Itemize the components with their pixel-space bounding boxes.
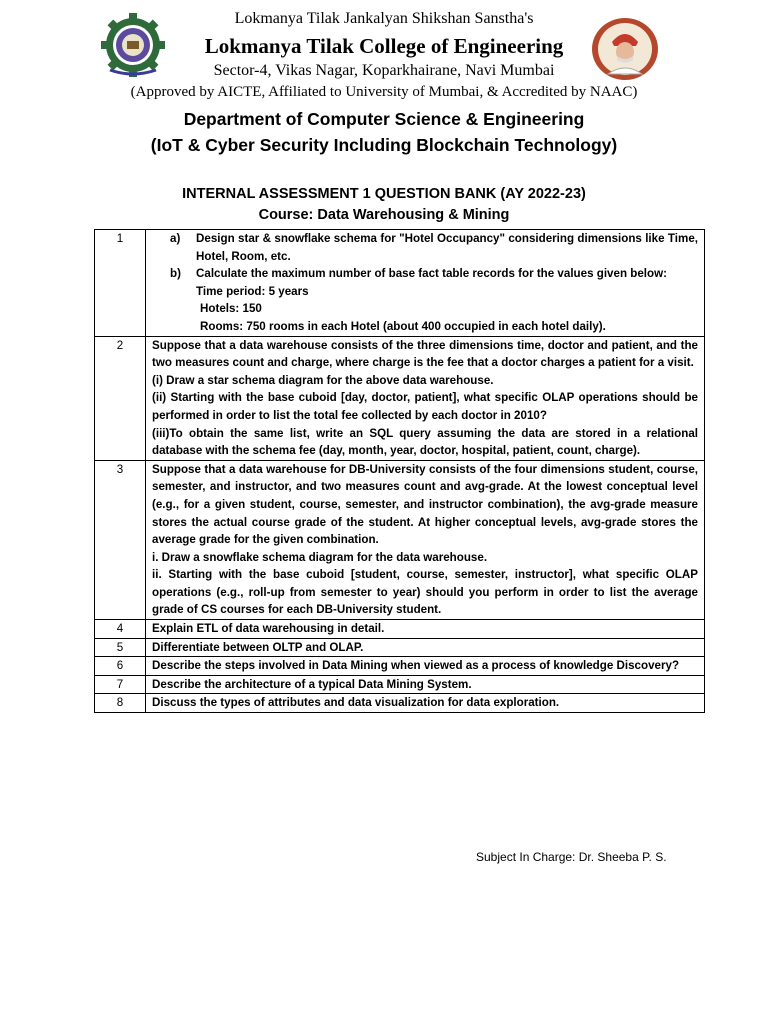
question-part: (i) Draw a star schema diagram for the above data warehouse.: [152, 373, 494, 387]
question-row: [95, 336, 705, 460]
question-row: [95, 675, 705, 694]
question-number: 2: [95, 336, 146, 460]
question-row: [95, 460, 705, 619]
question-intro: Suppose that a data warehouse consists of the three dimensions time, doctor and patient, and the two measures count and charge, where charge is the fee that a doctor charges a patient for a visit.: [152, 338, 698, 370]
question-row: [95, 657, 705, 676]
question-part: (ii) Starting with the base cuboid [day, doctor, patient], what specific OLAP operations should be performed in order to list the total fee collected by each doctor in 2010?: [152, 391, 698, 422]
given-value: Rooms: 750 rooms in each Hotel (about 400 occupied in each hotel daily).: [200, 319, 606, 333]
part-text: Calculate the maximum number of base fact table records for the values given below:: [196, 267, 667, 281]
course-title: Course: Data Warehousing & Mining: [258, 207, 510, 223]
question-number: 5: [95, 638, 146, 657]
letterhead: [0, 0, 768, 108]
question-text: Discuss the types of attributes and data visualization for data exploration.: [146, 694, 705, 713]
question-text: [146, 460, 705, 619]
question-bank-table: [94, 229, 705, 713]
question-part: ii. Starting with the base cuboid [student, course, semester, instructor], what specific OLAP operations (e.g., roll-up from semester to year) should you perform in order to list the average grade of CS courses for each DB-University student.: [152, 568, 698, 617]
assessment-title: INTERNAL ASSESSMENT 1 QUESTION BANK (AY 2022-23): [182, 186, 586, 202]
question-row: [95, 620, 705, 639]
question-text: [146, 230, 705, 337]
question-text: Differentiate between OLTP and OLAP.: [146, 638, 705, 657]
college-address: Sector-4, Vikas Nagar, Koparkhairane, Navi Mumbai: [213, 62, 555, 79]
part-text: Design star & snowflake schema for "Hotel Occupancy" considering dimensions like Time, Hotel, Room, etc.: [196, 232, 698, 263]
question-row: [95, 694, 705, 713]
subject-in-charge: Subject In Charge: Dr. Sheeba P. S.: [476, 850, 667, 864]
question-number: 7: [95, 675, 146, 694]
question-number: 4: [95, 620, 146, 639]
college-name: Lokmanya Tilak College of Engineering: [204, 34, 564, 58]
given-value: Hotels: 150: [200, 302, 262, 316]
given-value: Time period: 5 years: [196, 284, 309, 298]
part-label: a): [170, 232, 181, 245]
question-part: i. Draw a snowflake schema diagram for the data warehouse.: [152, 550, 488, 564]
question-number: 8: [95, 694, 146, 713]
question-number: 3: [95, 460, 146, 619]
question-part: [152, 265, 698, 283]
question-row: [95, 638, 705, 657]
question-text: Explain ETL of data warehousing in detail.: [146, 620, 705, 639]
question-intro: Suppose that a data warehouse for DB-University consists of the four dimensions student, course, semester, and instructor, and two measures count and avg-grade. At the lowest conceptual level (e.g., for a given student, course, semester, and instructor combination), the avg-grade measure stores the actual course grade of the student. At higher conceptual levels, avg-grade stores the average grade for the given combination.: [152, 462, 698, 547]
question-number: 1: [95, 230, 146, 337]
department-specialization: (IoT & Cyber Security Including Blockchain Technology): [150, 135, 618, 155]
department-name: Department of Computer Science & Engineering: [183, 109, 585, 129]
question-row: [95, 230, 705, 337]
approval-line: (Approved by AICTE, Affiliated to University of Mumbai, & Accredited by NAAC): [130, 84, 638, 100]
part-label: b): [170, 267, 181, 281]
question-text: Describe the architecture of a typical Data Mining System.: [146, 675, 705, 694]
society-name: Lokmanya Tilak Jankalyan Shikshan Sanstha's: [234, 10, 534, 27]
question-part: (iii)To obtain the same list, write an SQL query assuming the data are stored in a relational database with the schema fee (day, month, year, doctor, hospital, patient, count, charge).: [152, 426, 698, 458]
question-text: [146, 336, 705, 460]
question-part: [152, 230, 698, 265]
question-text: Describe the steps involved in Data Mining when viewed as a process of knowledge Discovery?: [146, 657, 705, 676]
question-number: 6: [95, 657, 146, 676]
